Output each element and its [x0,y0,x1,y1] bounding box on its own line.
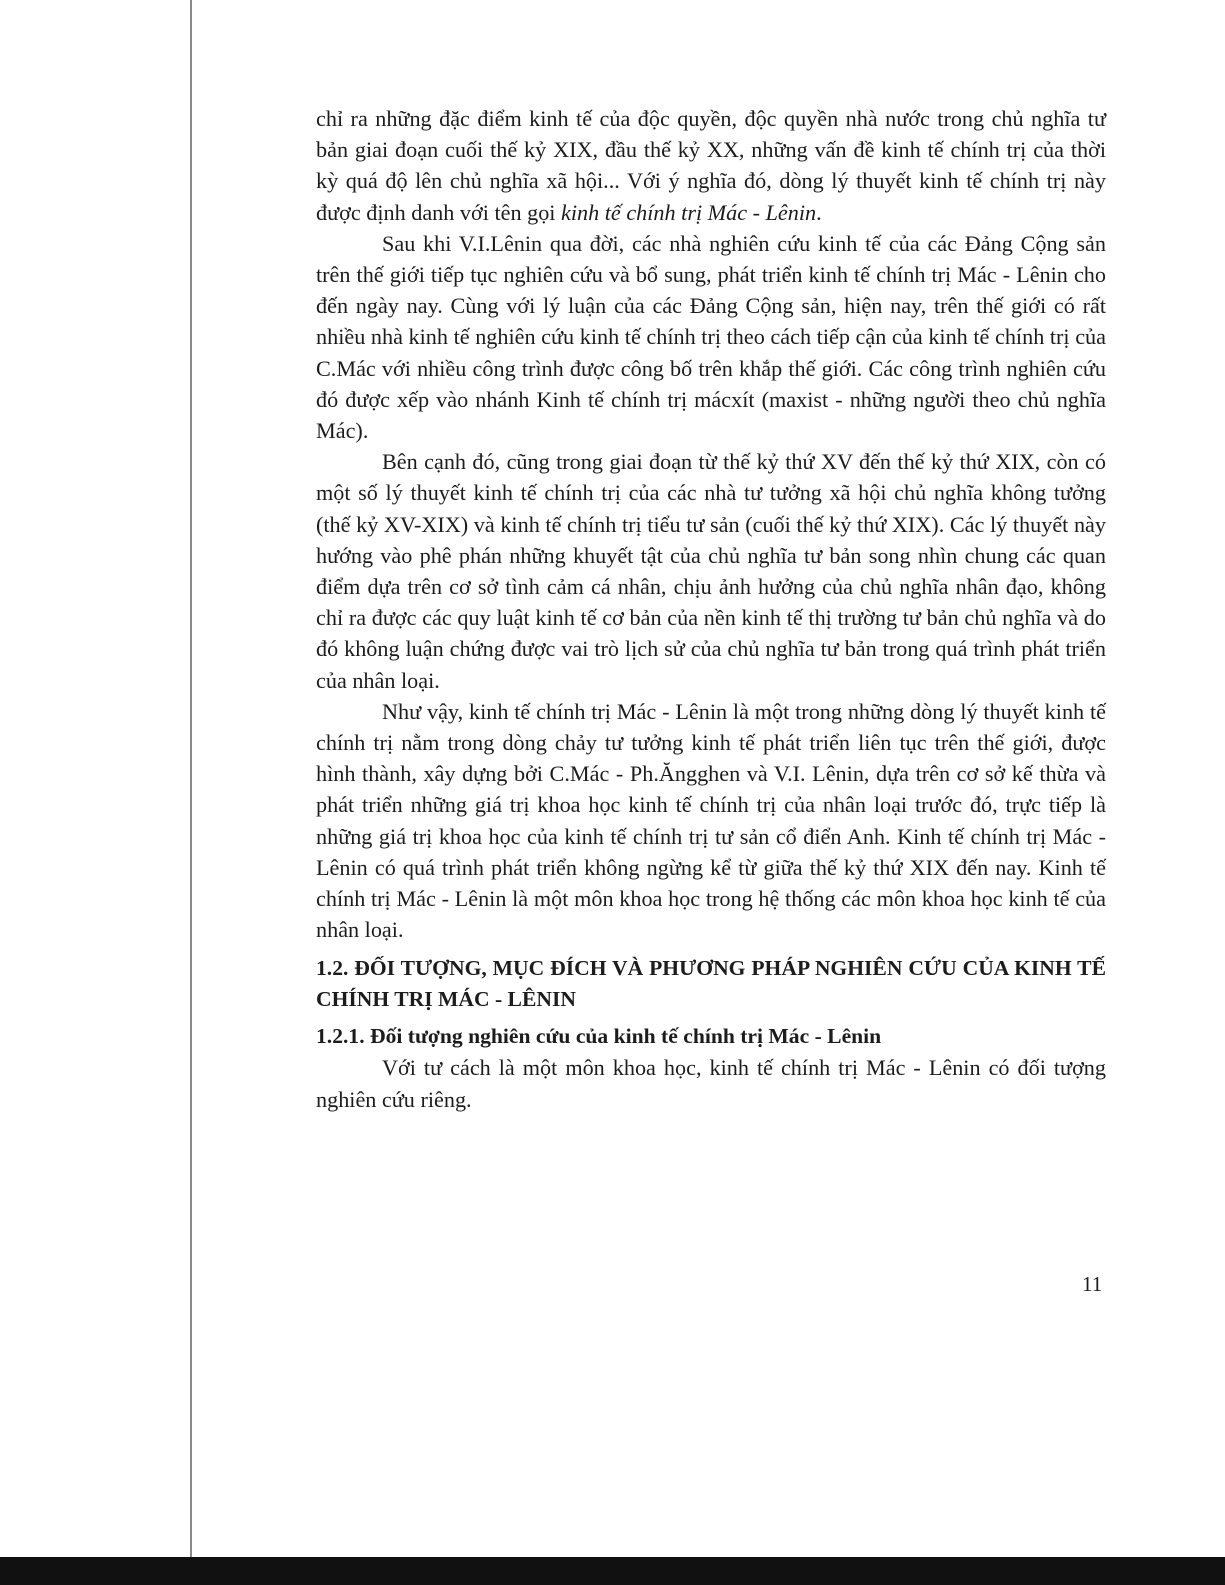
paragraph-3: Bên cạnh đó, cũng trong giai đoạn từ thế kỷ thứ XV đến thế kỷ thứ XIX, còn có một số lý thuyết kinh tế chính trị của các nhà tư tưởng xã hội chủ nghĩa không tưởng (thế kỷ XV-XIX) và kinh tế chính trị tiểu tư sản (cuối thế kỷ thứ XIX). Các lý thuyết này hướng vào phê phán những khuyết tật của chủ nghĩa tư bản song nhìn chung các quan điểm dựa trên cơ sở tình cảm cá nhân, chịu ảnh hưởng của chủ nghĩa nhân đạo, không chỉ ra được các quy luật kinh tế cơ bản của nền kinh tế thị trường tư bản chủ nghĩa và do đó không luận chứng được vai trò lịch sử của chủ nghĩa tư bản trong quá trình phát triển của nhân loại. [316,449,1106,693]
paragraph-1 [316,103,1106,228]
subsection-heading: 1.2.1. Đối tượng nghiên cứu của kinh tế chính trị Mác - Lênin [316,1024,882,1049]
paragraph-1-text: chỉ ra những đặc điểm kinh tế của độc quyền, độc quyền nhà nước trong chủ nghĩa tư bản giai đoạn cuối thế kỷ XIX, đầu thế kỷ XX, những vấn đề kinh tế chính trị của thời kỳ quá độ lên chủ nghĩa xã hội... Với ý nghĩa đó, dòng lý thuyết kinh tế chính trị này được định danh với tên gọi [316,106,1106,225]
scan-bottom-border [0,1557,1225,1585]
paragraph-2: Sau khi V.I.Lênin qua đời, các nhà nghiên cứu kinh tế của các Đảng Cộng sản trên thế giới tiếp tục nghiên cứu và bổ sung, phát triển kinh tế chính trị Mác - Lênin cho đến ngày nay. Cùng với lý luận của các Đảng Cộng sản, hiện nay, trên thế giới có rất nhiều nhà kinh tế nghiên cứu kinh tế chính trị theo cách tiếp cận của kinh tế chính trị của C.Mác với nhiều công trình được công bố trên khắp thế giới. Các công trình nghiên cứu đó được xếp vào nhánh Kinh tế chính trị mácxít (maxist - những người theo chủ nghĩa Mác). [316,230,1106,444]
document-body [316,103,1106,1115]
page-binding-edge [190,0,192,1560]
section-heading: 1.2. ĐỐI TƯỢNG, MỤC ĐÍCH VÀ PHƯƠNG PHÁP NGHIÊN CỨU CỦA KINH TẾ CHÍNH TRỊ MÁC - LÊNIN [316,956,1106,1012]
paragraph-5: Với tư cách là một môn khoa học, kinh tế chính trị Mác - Lênin có đối tượng nghiên cứu riêng. [316,1055,1106,1112]
paragraph-1-end: . [816,199,822,225]
page-number: 11 [1082,1272,1103,1296]
paragraph-4: Như vậy, kinh tế chính trị Mác - Lênin là một trong những dòng lý thuyết kinh tế chính trị nằm trong dòng chảy tư tưởng kinh tế phát triển liên tục trên thế giới, được hình thành, xây dựng bởi C.Mác - Ph.Ăngghen và V.I. Lênin, dựa trên cơ sở kế thừa và phát triển những giá trị khoa học kinh tế chính trị của nhân loại trước đó, trực tiếp là những giá trị khoa học của kinh tế chính trị tư sản cổ điển Anh. Kinh tế chính trị Mác - Lênin có quá trình phát triển không ngừng kể từ giữa thế kỷ thứ XIX đến nay. Kinh tế chính trị Mác - Lênin là một môn khoa học trong hệ thống các môn khoa học kinh tế của nhân loại. [316,698,1106,943]
paragraph-1-italic-term: kinh tế chính trị Mác - Lênin [561,199,817,225]
